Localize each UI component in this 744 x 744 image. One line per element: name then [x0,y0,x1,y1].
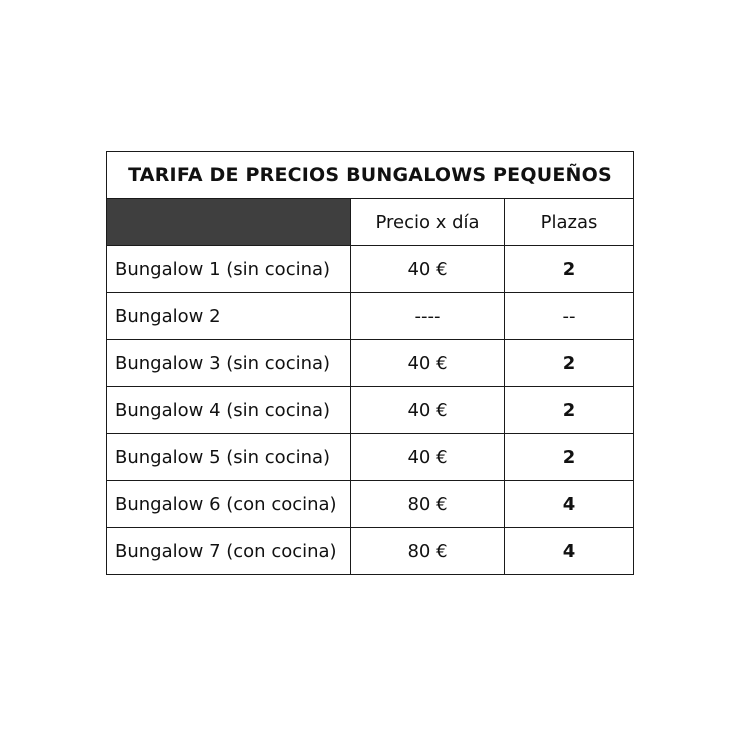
bungalow-seats: -- [505,293,634,340]
bungalow-seats: 4 [505,481,634,528]
bungalow-price: 80 € [351,528,505,575]
table-row [107,387,634,434]
bungalow-name: Bungalow 2 [107,293,351,340]
title-row [107,152,634,199]
price-table [106,151,634,575]
bungalow-seats: 2 [505,246,634,293]
bungalow-price: 40 € [351,340,505,387]
bungalow-seats: 2 [505,434,634,481]
table-title: TARIFA DE PRECIOS BUNGALOWS PEQUEÑOS [107,152,634,199]
bungalow-name: Bungalow 6 (con cocina) [107,481,351,528]
bungalow-price: 80 € [351,481,505,528]
bungalow-seats: 2 [505,340,634,387]
table-row [107,293,634,340]
table-row [107,434,634,481]
header-row [107,199,634,246]
bungalow-price: 40 € [351,387,505,434]
bungalow-name: Bungalow 3 (sin cocina) [107,340,351,387]
bungalow-name: Bungalow 1 (sin cocina) [107,246,351,293]
column-header-seats: Plazas [505,199,634,246]
bungalow-price: 40 € [351,434,505,481]
bungalow-seats: 2 [505,387,634,434]
column-header-price: Precio x día [351,199,505,246]
bungalow-name: Bungalow 4 (sin cocina) [107,387,351,434]
table-row [107,340,634,387]
bungalow-seats: 4 [505,528,634,575]
bungalow-price: ---- [351,293,505,340]
header-corner-cell [107,199,351,246]
bungalow-name: Bungalow 5 (sin cocina) [107,434,351,481]
table-row [107,481,634,528]
table-row [107,528,634,575]
bungalow-name: Bungalow 7 (con cocina) [107,528,351,575]
table-row [107,246,634,293]
bungalow-price: 40 € [351,246,505,293]
